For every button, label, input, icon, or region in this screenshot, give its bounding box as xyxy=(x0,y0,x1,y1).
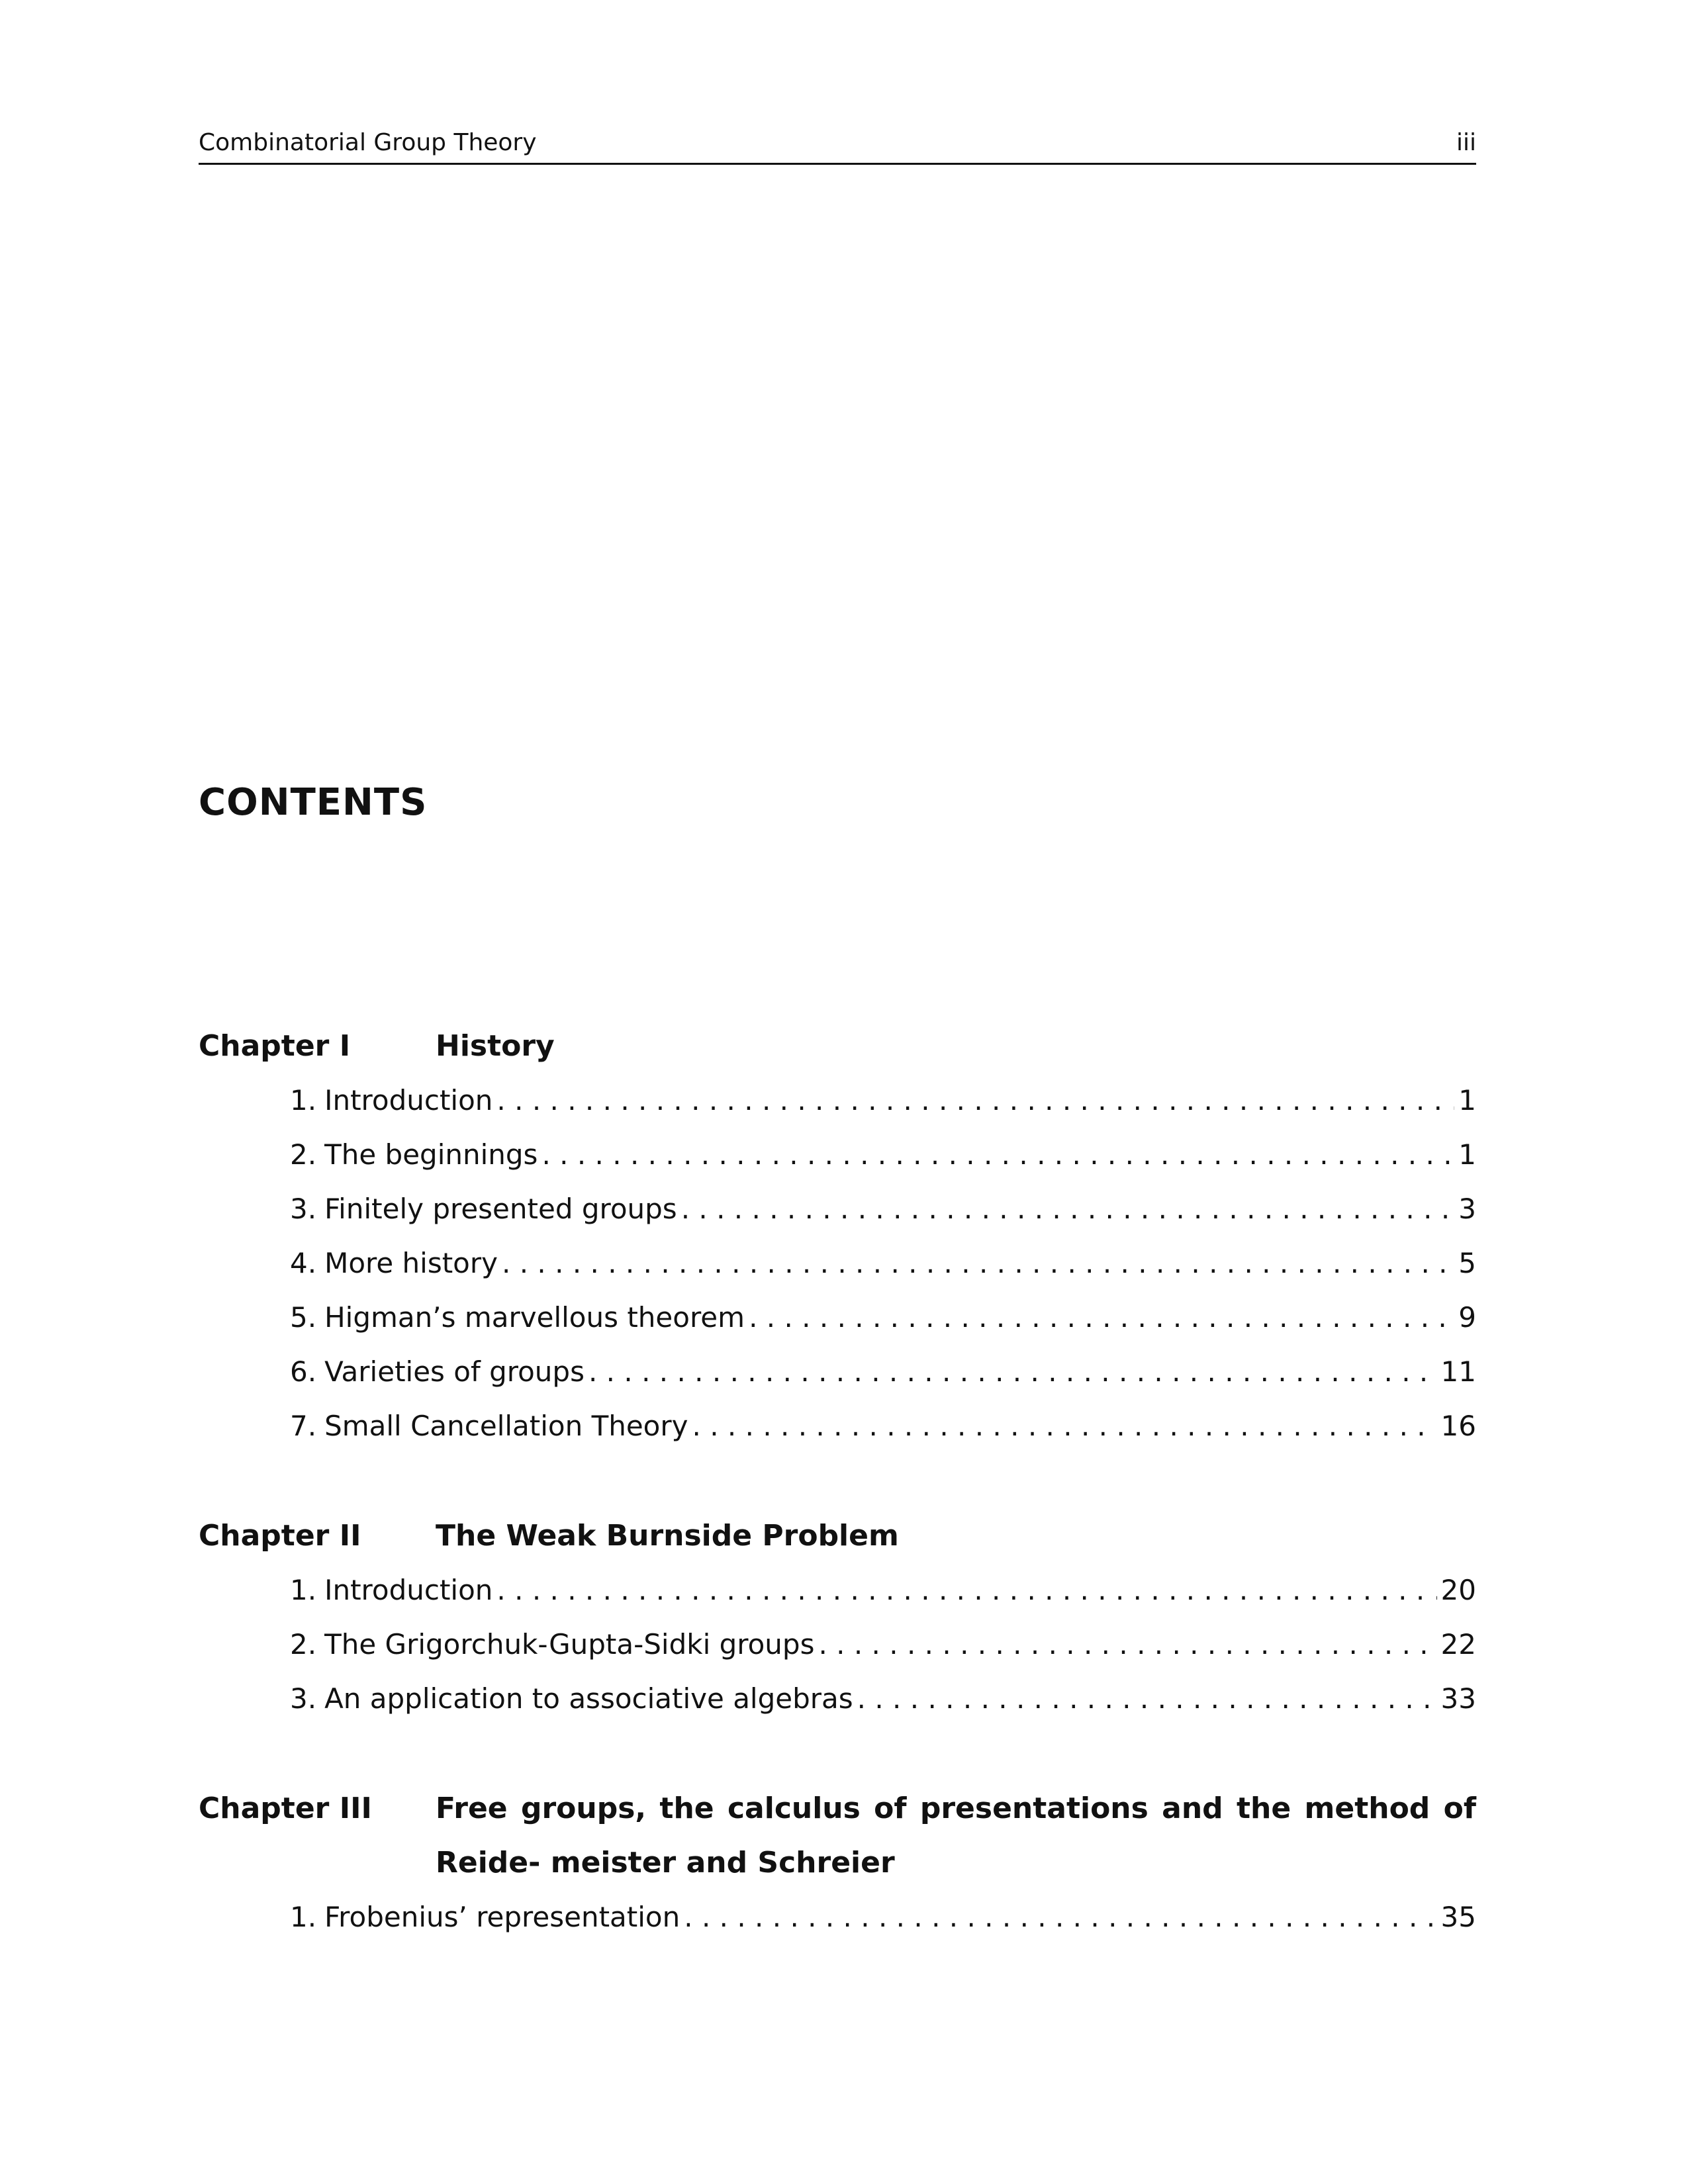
running-head-title: Combinatorial Group Theory xyxy=(199,129,537,156)
dot-leader xyxy=(496,1563,1436,1617)
toc-entry[interactable] xyxy=(290,1182,1476,1236)
toc-entry[interactable] xyxy=(290,1345,1476,1399)
entry-title: The Grigorchuk-Gupta-Sidki groups xyxy=(324,1628,815,1661)
entry-number: 1. xyxy=(290,1084,317,1116)
running-head xyxy=(199,127,1476,165)
dot-leader xyxy=(818,1617,1436,1672)
toc-entry[interactable] xyxy=(290,1890,1476,1944)
entry-page: 33 xyxy=(1440,1682,1476,1715)
chapter-3 xyxy=(199,1782,1476,1944)
running-head-page-number: iii xyxy=(1456,129,1476,156)
dot-leader xyxy=(541,1128,1454,1182)
chapter-heading xyxy=(199,1019,1476,1073)
entry-page: 16 xyxy=(1440,1410,1476,1442)
entry-title: Higman’s marvellous theorem xyxy=(324,1301,745,1334)
toc-entry[interactable] xyxy=(290,1236,1476,1291)
chapter-2 xyxy=(199,1509,1476,1726)
toc-entry[interactable] xyxy=(290,1291,1476,1345)
entry-page: 22 xyxy=(1440,1628,1476,1661)
dot-leader xyxy=(692,1399,1437,1453)
toc-entry[interactable] xyxy=(290,1563,1476,1617)
toc-entry[interactable] xyxy=(290,1128,1476,1182)
entry-number: 3. xyxy=(290,1682,317,1715)
entry-number: 4. xyxy=(290,1247,317,1279)
dot-leader xyxy=(496,1073,1454,1128)
dot-leader xyxy=(684,1890,1436,1944)
chapter-heading xyxy=(199,1509,1476,1563)
dot-leader xyxy=(857,1672,1437,1726)
entry-page: 5 xyxy=(1458,1247,1476,1279)
entry-title: Finitely presented groups xyxy=(324,1193,677,1225)
entry-page: 3 xyxy=(1458,1193,1476,1225)
entry-page: 11 xyxy=(1440,1355,1476,1388)
chapter-label: Chapter III xyxy=(199,1792,372,1825)
entry-title: Frobenius’ representation xyxy=(324,1901,680,1933)
chapter-1 xyxy=(199,1019,1476,1453)
chapter-title: The Weak Burnside Problem xyxy=(436,1519,899,1553)
entry-title: Varieties of groups xyxy=(324,1355,585,1388)
entry-number: 2. xyxy=(290,1628,317,1661)
dot-leader xyxy=(588,1345,1437,1399)
toc-entry[interactable] xyxy=(290,1399,1476,1453)
entry-number: 6. xyxy=(290,1355,317,1388)
entry-page: 20 xyxy=(1440,1574,1476,1606)
contents-title: CONTENTS xyxy=(199,781,428,824)
entry-page: 1 xyxy=(1458,1138,1476,1171)
entry-number: 2. xyxy=(290,1138,317,1171)
chapter-label: Chapter II xyxy=(199,1519,361,1553)
chapter-label: Chapter I xyxy=(199,1029,351,1063)
entry-title: Small Cancellation Theory xyxy=(324,1410,688,1442)
entry-number: 1. xyxy=(290,1574,317,1606)
chapter-heading xyxy=(199,1782,1476,1890)
entry-number: 5. xyxy=(290,1301,317,1334)
entry-number: 1. xyxy=(290,1901,317,1933)
entry-title: The beginnings xyxy=(324,1138,538,1171)
dot-leader xyxy=(681,1182,1455,1236)
entry-page: 35 xyxy=(1440,1901,1476,1933)
toc-entry[interactable] xyxy=(290,1073,1476,1128)
entry-title: Introduction xyxy=(324,1084,493,1116)
toc-entry[interactable] xyxy=(290,1672,1476,1726)
entry-title: More history xyxy=(324,1247,498,1279)
entry-title: An application to associative algebras xyxy=(324,1682,853,1715)
entry-number: 7. xyxy=(290,1410,317,1442)
entry-page: 1 xyxy=(1458,1084,1476,1116)
chapter-title: Free groups, the calculus of presentations and the method of Reide- meister and Schreier xyxy=(436,1792,1476,1880)
toc-entry[interactable] xyxy=(290,1617,1476,1672)
entry-title: Introduction xyxy=(324,1574,493,1606)
chapter-title: History xyxy=(436,1029,555,1063)
entry-number: 3. xyxy=(290,1193,317,1225)
table-of-contents xyxy=(199,1019,1476,2000)
dot-leader xyxy=(502,1236,1454,1291)
entry-page: 9 xyxy=(1458,1301,1476,1334)
dot-leader xyxy=(749,1291,1454,1345)
